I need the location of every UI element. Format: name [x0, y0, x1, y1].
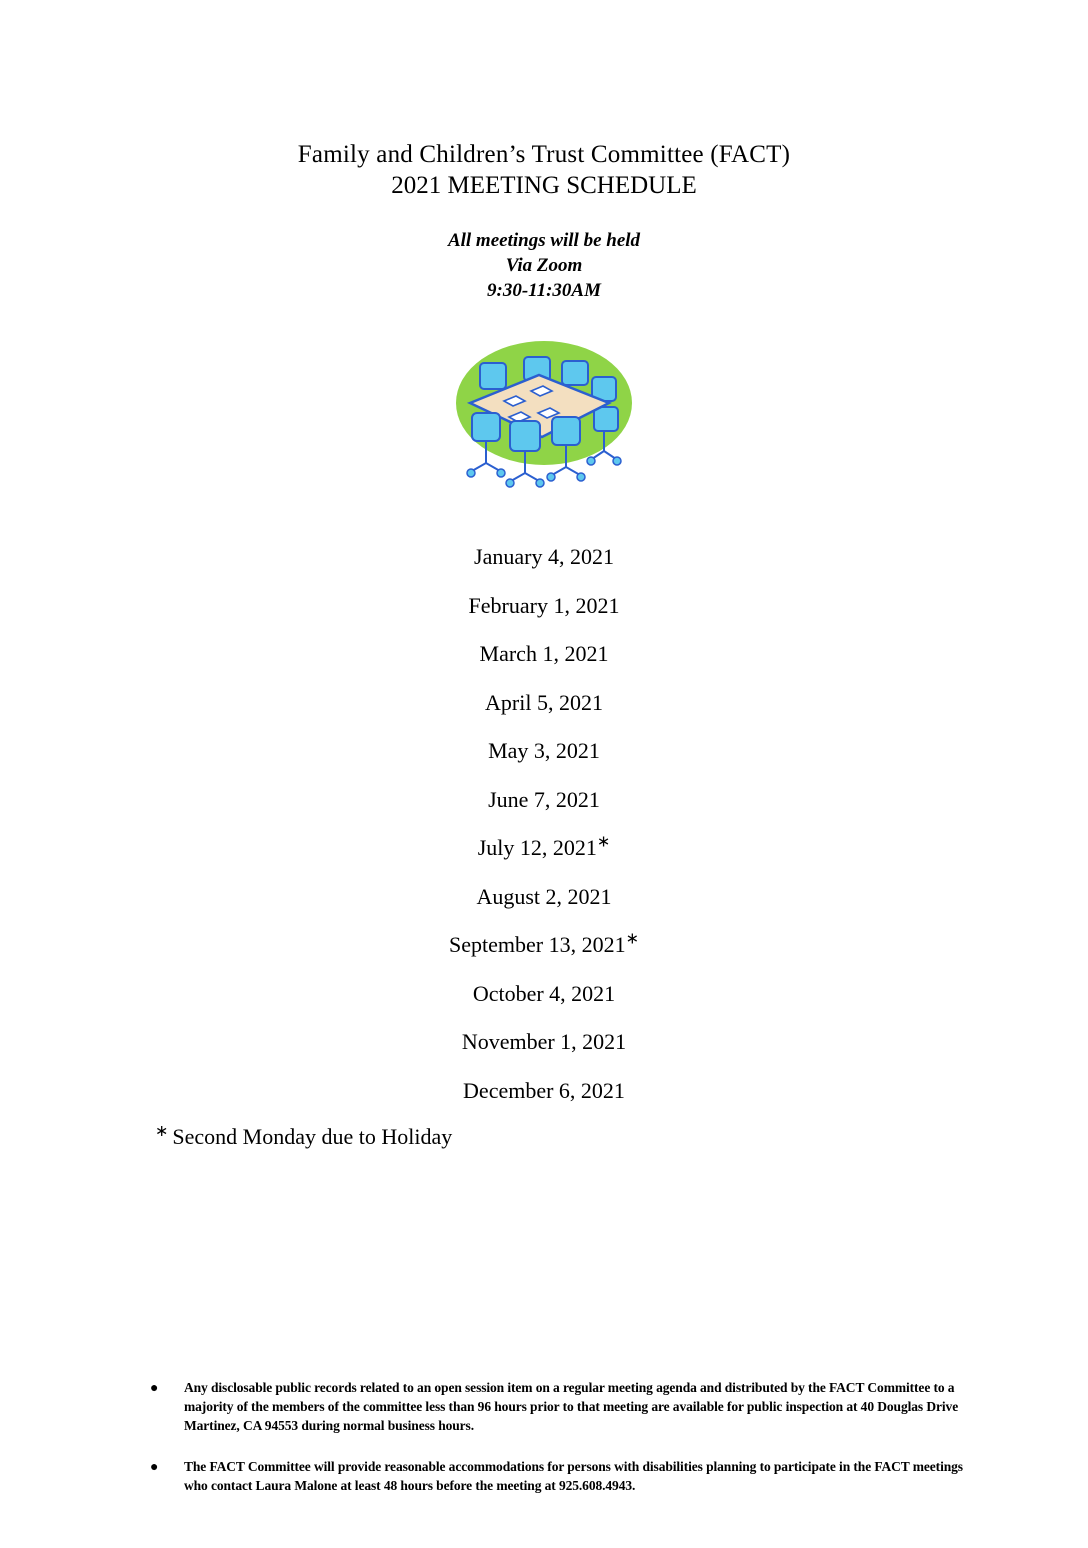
date-label: May 3, 2021 [488, 738, 600, 763]
date-label: February 1, 2021 [468, 592, 620, 618]
list-item [0, 679, 1088, 728]
date-label: August 2, 2021 [476, 883, 612, 909]
bullet-icon: ● [150, 1381, 159, 1396]
date-label: January 4, 2021 [474, 544, 614, 569]
list-item [0, 873, 1088, 922]
date-label: April 5, 2021 [485, 689, 603, 715]
holiday-marker: ∗ [625, 930, 639, 948]
holiday-marker: ∗ [596, 833, 611, 851]
subtitle-line-1: All meetings will be held [447, 230, 641, 251]
list-item [0, 921, 1088, 970]
list-item [0, 970, 1088, 1019]
meeting-illustration [0, 325, 1088, 515]
bullet-icon: ● [150, 1460, 159, 1475]
document-page [0, 140, 1088, 1548]
conference-table-icon [434, 325, 654, 515]
note-text: Any disclosable public records related to an open session item on a regular meeting agenda and distributed by the FACT Committee to a majority of the members of the committee less than 96 hours prior to that meeting are available for public inspection at 40 Douglas Drive Martinez, CA 94553 during normal business hours. [184, 1380, 959, 1433]
list-item [150, 1378, 968, 1435]
date-label: October 4, 2021 [472, 980, 616, 1006]
meeting-date-list [0, 533, 1088, 1115]
document-title [0, 140, 1088, 202]
legal-notes [150, 1378, 968, 1517]
date-label: November 1, 2021 [461, 1029, 627, 1054]
list-item [0, 824, 1088, 873]
footnote [155, 1123, 1088, 1151]
title-line-1: Family and Children’s Trust Committee (FACT) [297, 141, 791, 168]
date-label: June 7, 2021 [488, 786, 600, 812]
list-item [0, 776, 1088, 825]
list-item [0, 1018, 1088, 1067]
list-item [0, 1067, 1088, 1116]
list-item [0, 727, 1088, 776]
date-label: March 1, 2021 [479, 641, 609, 666]
date-label: December 6, 2021 [463, 1077, 625, 1103]
footnote-star: ∗ [155, 1122, 169, 1140]
list-item [0, 630, 1088, 679]
subtitle-line-3: 9:30-11:30AM [487, 280, 601, 301]
footnote-text: Second Monday due to Holiday [172, 1124, 453, 1149]
meeting-subtitle [0, 228, 1088, 303]
title-line-2: 2021 MEETING SCHEDULE [391, 172, 697, 199]
list-item [0, 582, 1088, 631]
subtitle-line-2: Via Zoom [505, 255, 583, 276]
note-text: The FACT Committee will provide reasonable accommodations for persons with disabilities planning to participate in the FACT meetings who contact Laura Malone at least 48 hours before the meeting at 925.608.4943. [184, 1459, 963, 1493]
date-label: July 12, 2021 [477, 835, 597, 860]
list-item [150, 1457, 968, 1495]
date-label: September 13, 2021 [449, 932, 626, 957]
list-item [0, 533, 1088, 582]
